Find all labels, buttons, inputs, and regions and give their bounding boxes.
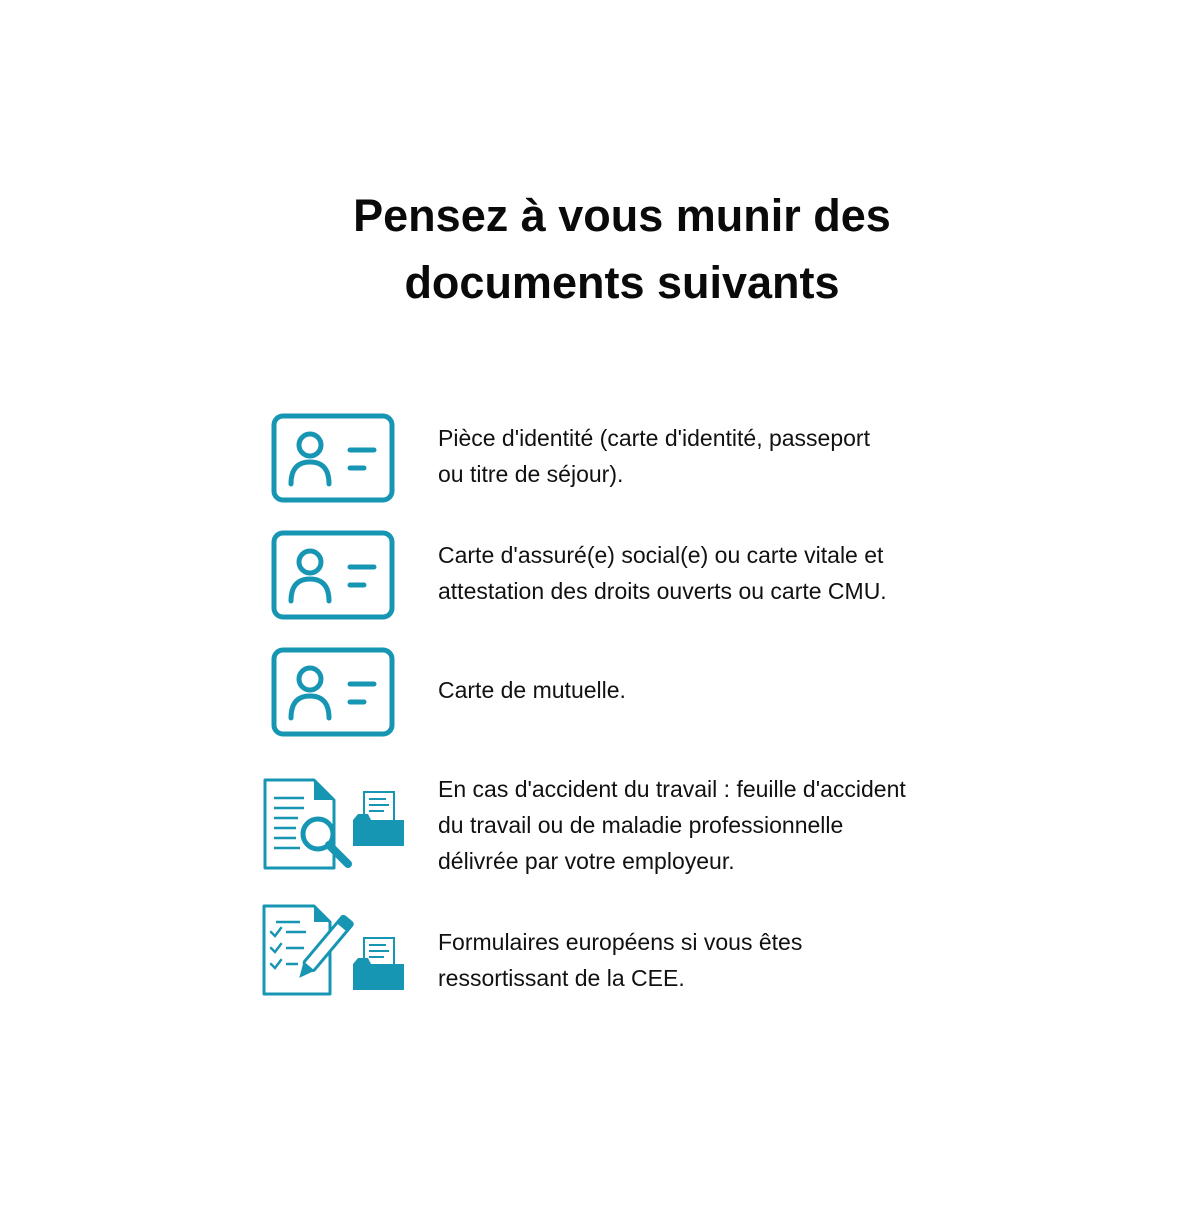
form-checklist-pen-folder-icon	[258, 902, 408, 998]
id-card-icon	[258, 412, 398, 506]
id-card-icon	[258, 529, 398, 623]
document-item-text: Formulaires européens si vous êtes ressortissant de la CEE.	[438, 929, 803, 991]
document-search-folder-icon	[258, 776, 408, 876]
document-item-text: En cas d'accident du travail : feuille d'accident du travail ou de maladie professionnelle délivrée par votre employeur.	[438, 776, 906, 874]
document-item-text: Carte de mutuelle.	[438, 677, 626, 703]
id-card-icon	[258, 646, 398, 740]
page-title-line-1: Pensez à vous munir des	[353, 190, 891, 241]
page-title-line-2: documents suivants	[404, 257, 840, 308]
page-title	[0, 182, 1200, 316]
document-item-text: Carte d'assuré(e) social(e) ou carte vitale et attestation des droits ouverts ou carte CMU.	[438, 542, 887, 604]
document-item-text: Pièce d'identité (carte d'identité, passeport ou titre de séjour).	[438, 425, 870, 487]
